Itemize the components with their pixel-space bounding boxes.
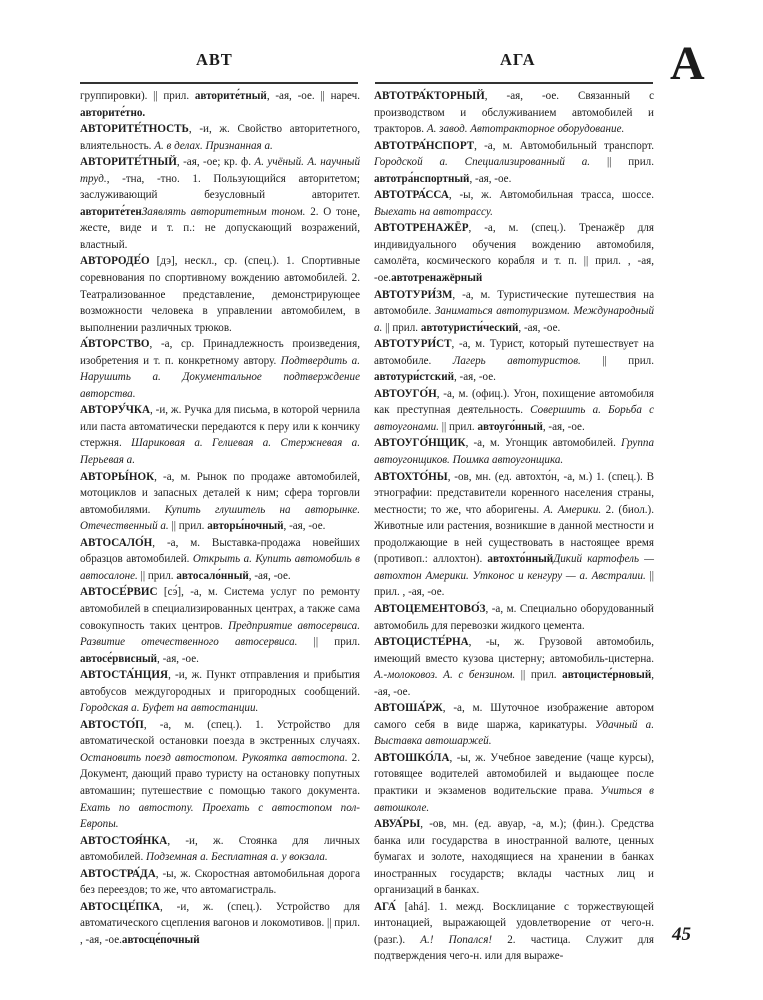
headword: АВТОУГО́Н (374, 387, 437, 400)
dictionary-entry (80, 899, 360, 949)
entry-text: , -ая, -ое. (374, 255, 655, 285)
headword: АВТОША́РЖ (374, 702, 443, 715)
dictionary-entry (374, 469, 654, 601)
dictionary-entry (80, 253, 360, 336)
derived-word: авторите́тный (194, 90, 267, 102)
example-italic: Подтвердить а. Нарушить а. Документальное подтверждение авторства. (80, 354, 360, 400)
entry-text: , -и, ж. Пункт отправления и прибытия автобусов междугородных и пригородных сообщений. (80, 669, 360, 698)
example-italic: А.-молоковоз. А. с бензином. (374, 669, 516, 682)
derived-word: авторы́ночный (207, 520, 284, 533)
derived-word: автотренажёрный (391, 272, 483, 285)
entry-text: , -ая, -ое. (402, 586, 445, 599)
running-head-left: АВТ (196, 50, 233, 69)
example-italic: Купить глушитель на авторынке. Отечественный а. (80, 503, 360, 533)
dictionary-entry (374, 138, 654, 188)
entry-text: || прил. (297, 636, 360, 649)
headword: АВТОСТОЯ́НКА (80, 834, 168, 847)
example-italic: Ехать по автостопу. Проехать с автостопом пол-Европы. (80, 801, 360, 831)
dictionary-entry (374, 700, 654, 750)
entry-text: , -тна, -тно. 1. Пользующийся авторитетом; заслуживающий безусловный авторитет. (80, 172, 360, 202)
entry-text: [сэ́], -а, м. Система услуг по ремонту автомобилей в специализированных центрах, а также сама совокупность таких центров. (80, 586, 360, 632)
dictionary-entry (374, 899, 654, 965)
entry-text: , -ы, ж. Скоростная автомобильная дорога без переездов; то же, что автомагистраль. (80, 867, 360, 897)
entry-text: , -ая, -ое. (518, 321, 561, 334)
entry-text: || прил. (374, 569, 654, 599)
header-rule-left (80, 82, 358, 84)
derived-word: автосало́нный (176, 569, 249, 582)
dictionary-entry (374, 386, 654, 436)
derived-word: автосе́рвисный (80, 652, 158, 665)
section-letter: А (670, 37, 705, 90)
dictionary-entry (80, 535, 360, 585)
headword: АВТОРЫ́НОК (80, 470, 155, 483)
derived-word: автохто́нный (487, 553, 554, 566)
entry-text: 2. Документ, дающий право туристу на остановку попутных автомашин; путешествие с помощью такого документа. (80, 751, 361, 797)
dictionary-entry (80, 402, 360, 468)
example-italic: А. Америки. (543, 503, 602, 516)
dictionary-entry (374, 750, 654, 816)
example-italic: Учиться в автошколе. (374, 784, 654, 814)
page-number: 45 (672, 924, 691, 945)
dictionary-entry (80, 866, 360, 899)
entry-text: , -ая, -ое. (469, 172, 512, 185)
entry-text: [дэ], нескл., ср. (спец.). 1. Спортивные соревнования по спортивному вождению автомобилей. 2. Театрализованное представление, демонстрирующее возможности человека в управлении автомобилем, в выполнении различных трюков. (80, 255, 360, 334)
entry-text: , -ая, -ое. || нареч. (266, 90, 360, 102)
headword: А́ВТОРСТВО (80, 338, 150, 351)
headword: АВТОСТА́НЦИЯ (80, 669, 169, 682)
example-italic: Лагерь автотуристов. (452, 354, 581, 367)
entry-text: , -а, м. (спец.). Тренажёр для индивидуального обучения вождению автомобиля, самолёта, космического корабля и т. п. || прил. (374, 222, 654, 268)
headword: АВТОТУРИ́ЗМ (374, 288, 453, 301)
entry-text: , -ая, -ое. (157, 652, 199, 665)
headword: АВТОУГО́НЩИК (374, 437, 466, 450)
entry-text: , -а, м. Автомобильный транспорт. (474, 139, 654, 152)
dictionary-entry (374, 634, 654, 700)
derived-word: автотра́нспортный (374, 172, 470, 185)
headword: АВТОСТРА́ДА (80, 867, 156, 880)
entry-text: || прил. (168, 520, 208, 533)
headword: АВТОРИТЕ́ТНЫЙ (80, 156, 177, 169)
example-italic: Заявлять авторитетным тоном. (141, 205, 306, 218)
example-italic: Предприятие автосервиса. Развитие отечественного автосервиса. (80, 619, 360, 649)
left-column (80, 88, 360, 948)
entry-text: , -а, м. Выставка-продажа новейших образцов автомобилей. (80, 536, 360, 566)
example-italic: А. завод. Автотракторное оборудование. (426, 123, 625, 136)
entry-text: || прил. (515, 669, 563, 682)
entry-text: , -а, м. (офиц.). Угон, похищение автомобиля как преступная деятельность. (374, 387, 654, 417)
entry-text: , -а, ср. Принадлежность произведения, изобретения и т. п. конкретному автору. (80, 338, 360, 367)
headword: АВТОТРЕНАЖЁР (374, 222, 469, 235)
entry-text: , -а, м. Турист, который путешествует на автомобиле. (374, 338, 654, 367)
entry-text: , -ая, -ое. (283, 520, 326, 533)
example-italic: А. учёный. А. научный труд. (80, 156, 360, 185)
entry-text: , -а, м. Специально оборудованный автомобиль для перевозки жидкого цемента. (374, 602, 654, 632)
dictionary-entry (80, 717, 360, 833)
entry-text: , -ов, мн. (ед. автохто́н, -а, м.) 1. (спец.). В этнографии: представители коренного населения страны, местности; то же, что аборигены. (374, 470, 654, 516)
entry-text: , -ы, ж. Автомобильная трасса, шоссе. (448, 189, 654, 202)
example-italic: Городская а. Буфет на автостанции. (80, 702, 259, 715)
right-column (374, 88, 654, 965)
derived-word: автотуристи́ческий (420, 321, 519, 334)
dictionary-entry (374, 336, 654, 386)
headword: АВТОЦИСТЕ́РНА (374, 636, 469, 649)
example-italic: Городской а. Специализированный а. (374, 156, 591, 169)
entry-text: , -и, ж. Свойство авторитетного, влиятельность. (80, 123, 360, 152)
entry-text: , -и, ж. (спец.). Устройство для автоматического сцепления вагонов и локомотивов. || прил. (80, 900, 360, 930)
example-italic: Выехать на автотрассу. (374, 205, 493, 218)
dictionary-entry (374, 187, 654, 220)
example-italic: Совершить а. Борьба с автоугонами. (374, 404, 654, 433)
example-italic: Заниматься автотуризмом. Международный а. (374, 305, 654, 334)
headword: АГА́ (374, 900, 396, 913)
entry-text: 2. частица. Служит для подтверждения чего-н. или для выраже- (374, 933, 654, 963)
headword: АВТОРОДЕ́О (80, 255, 150, 268)
entry-text: , -ая, -ое. (454, 371, 496, 384)
entry-text: 2. (биол.). Животные или растения, возникшие в данной местности и продолжающие в ней существовать в настоящее время (противоп.: аллохтон). (374, 503, 655, 566)
headword: АВТОРУ́ЧКА (80, 404, 150, 417)
dictionary-entry (80, 469, 360, 535)
dictionary-entry (80, 88, 360, 121)
entry-text: || прил. (137, 569, 177, 582)
entry-text: , -ы, ж. Учебное заведение (чаще курсы), готовящее водителей автомобилей и выдающее после практики и экзаменов водительские права. (374, 751, 654, 797)
dictionary-entry (374, 287, 654, 337)
entry-text: группировки). || прил. (80, 90, 195, 102)
dictionary-entry (374, 816, 654, 899)
example-italic: А.! Попался! (420, 933, 493, 946)
dictionary-entry (80, 833, 360, 866)
entry-text: || прил. (590, 156, 654, 169)
derived-word: авторите́тно. (80, 106, 146, 119)
derived-word: автоуго́нный (477, 420, 543, 433)
entry-text: , -а, м. Угонщик автомобилей. (465, 437, 622, 450)
headword: АВТОСЦЕ́ПКА (80, 900, 161, 913)
entry-text: , -и, ж. Стоянка для личных автомобилей. (80, 834, 360, 864)
entry-text: || прил. (438, 420, 478, 433)
headword: АВТОТРА́КТОРНЫЙ (374, 90, 485, 102)
dictionary-entry (80, 154, 360, 253)
entry-text: , -и, ж. Ручка для письма, в которой чернила или паста автоматически передаются к перу или к кончику стержня. (80, 404, 360, 450)
example-italic: Шариковая а. Гелиевая а. Стержневая а. Перьевая а. (80, 437, 360, 467)
entry-text: 2. О тоне, жесте, виде и т. п.: не допускающий возражений, властный. (80, 205, 360, 251)
example-italic: А. в делах. Признанная а. (154, 139, 273, 152)
entry-text: , -а, м. Туристические путешествия на автомобиле. (374, 288, 654, 318)
headword: АВТОЦЕМЕНТОВО́З (374, 602, 486, 615)
example-italic: Подземная а. Бесплатная а. у вокзала. (146, 851, 328, 864)
dictionary-entry (80, 336, 360, 402)
entry-text: , -ы, ж. Грузовой автомобиль, имеющий вместо кузова цистерну; автомобиль-цистерна. (374, 636, 654, 665)
dictionary-entry (80, 667, 360, 717)
running-head-right: АГА (500, 50, 536, 69)
entry-text: || прил. (382, 321, 421, 334)
dictionary-entry (374, 220, 654, 286)
entry-text: , -ая, -ое. (374, 669, 654, 698)
entry-text: , -а, м. (спец.). 1. Устройство для автоматической остановки поезда в экстренных случаях. (80, 718, 360, 748)
headword: АВТОТУРИ́СТ (374, 338, 452, 351)
dictionary-entry (374, 88, 654, 138)
example-italic: Удачный а. Выставка автошаржей. (374, 718, 654, 748)
dictionary-entry (80, 584, 360, 667)
derived-word: автотури́стский (374, 371, 454, 384)
headword: АВТОСЕ́РВИС (80, 586, 158, 599)
entry-text: , -ая, -ое. (248, 569, 291, 582)
dictionary-entry (374, 435, 654, 468)
entry-text: , -а, м. Шуточное изображение автором самого себя в виде шаржа, карикатуры. (374, 702, 654, 731)
entry-text: , -ая, -ое. Связанный с производством и обслуживанием автомобилей и тракторов. (374, 90, 654, 136)
entry-text: , -ая, -ое. (542, 420, 585, 433)
entry-text: [ahá]. 1. межд. Восклицание с торжествующей интонацией, выражающей удовлетворение от чего-н. (разг.). (374, 900, 654, 946)
entry-text: || прил. (580, 354, 654, 367)
example-italic: Дикий картофель — автохтон Америки. Утконос и кенгуру — а. Австралии. (374, 553, 654, 582)
example-italic: Открыть а. Купить автомобиль в автосалоне. (80, 553, 360, 582)
dictionary-entry (374, 601, 654, 634)
entry-text: , -а, м. Рынок по продаже автомобилей, мотоциклов и запасных деталей к ним; сфера торговли автомобилями. (80, 470, 360, 516)
dictionary-entry (80, 121, 360, 154)
entry-text: , -ов, мн. (ед. авуар, -а, м.); (фин.). Средства банка или государства в иностранной валюте, ценных бумагах и золоте, находящиеся на хранении в банках иностранных государств; вклады частных лиц и организаций в банках. (374, 818, 654, 897)
example-italic: Остановить поезд автостопом. Рукоятка автостопа. (80, 751, 348, 764)
headword: АВТОСТО́П (80, 718, 144, 731)
headword: АВУА́РЫ (374, 818, 421, 831)
derived-word: авторите́тен (80, 205, 142, 218)
header-rule-right (375, 82, 653, 84)
entry-text: , -ая, -ое. (80, 933, 122, 946)
example-italic: Группа автоугонщиков. Поимка автоугонщика. (374, 437, 654, 467)
headword: АВТОТРА́ССА (374, 189, 449, 202)
headword: АВТОСАЛО́Н (80, 536, 153, 549)
headword: АВТОРИТЕ́ТНОСТЬ (80, 123, 189, 136)
derived-word: автоцисте́рновый (562, 669, 652, 682)
headword: АВТОШКО́ЛА (374, 751, 450, 764)
entry-text: , -ая, -ое; кр. ф. (176, 156, 255, 169)
headword: АВТОТРА́НСПОРТ (374, 139, 475, 152)
headword: АВТОХТО́НЫ (374, 470, 448, 483)
derived-word: автосце́почный (121, 933, 200, 946)
